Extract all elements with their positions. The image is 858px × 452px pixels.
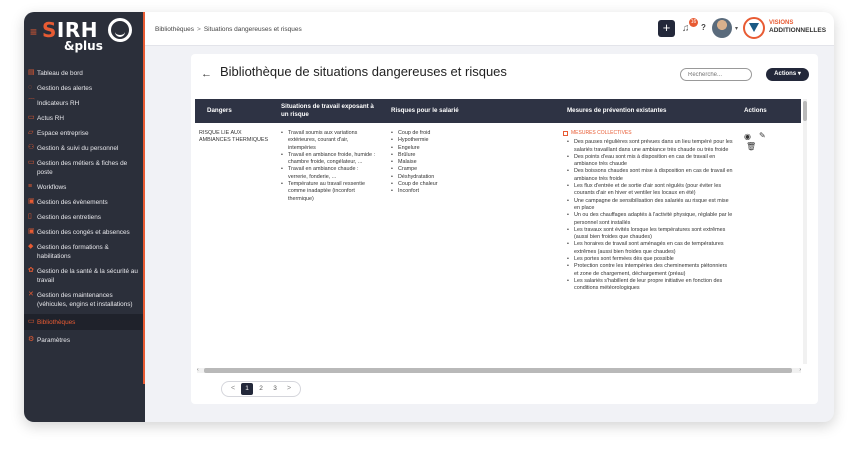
list-item: • Les salariés s'habillent de leur propre initiative en fonction des conditions météorologiques (567, 278, 733, 293)
app-window (24, 12, 834, 422)
interview-icon: ▯ (28, 213, 32, 220)
sidebar-item-label: Actus RH (37, 115, 64, 122)
breadcrumb-separator: > (197, 26, 201, 33)
settings-icon: ⚙ (28, 336, 35, 343)
next-page-button[interactable]: > (286, 385, 292, 392)
top-bar (145, 12, 834, 46)
list-item: • Des boissons chaudes sont mise à disposition en cas de travail en ambiance très froide (567, 168, 733, 183)
list-item: • Crampe (391, 166, 473, 173)
sidebar-item[interactable] (24, 212, 145, 222)
situations-list (281, 130, 377, 203)
list-item: • Les portes sont fermées dès que possible (567, 256, 733, 263)
logo-subtext: &plus (64, 39, 103, 53)
horizontal-scrollbar[interactable] (197, 368, 801, 373)
list-item: • Travail en ambiance froide, humide : chambre froide, congélateur, ... (281, 152, 377, 167)
column-header-measures[interactable]: Mesures de prévention existantes (567, 107, 667, 114)
sidebar-item[interactable] (24, 158, 145, 177)
brand-name-line1: VISIONS (769, 20, 794, 26)
list-item: • Coup de chaleur (391, 181, 473, 188)
sidebar-nav (24, 68, 145, 350)
sidebar-item-label: Gestion des alertes (37, 85, 93, 92)
page-title: Bibliothèque de situations dangereuses et risques (220, 64, 507, 79)
sidebar-item[interactable] (24, 197, 145, 207)
sidebar-item-label: Espace entreprise (37, 130, 89, 137)
list-item: • Engelure (391, 145, 473, 152)
list-item: • Inconfort (391, 188, 473, 195)
alert-icon: ◌ (28, 84, 33, 91)
sidebar-item[interactable] (24, 98, 145, 108)
logo-emblem-icon (108, 18, 132, 42)
actions-button[interactable]: Actions ▾ (766, 68, 809, 81)
scroll-right-icon[interactable]: › (799, 367, 801, 373)
search-input[interactable] (680, 68, 752, 81)
edit-pencil-icon[interactable]: ✎ (759, 131, 766, 140)
sidebar-item[interactable] (24, 143, 145, 153)
cell-situations (281, 130, 377, 203)
briefcase-icon: ▱ (28, 129, 34, 136)
logo[interactable] (24, 12, 145, 62)
dashboard-icon: ▤ (28, 69, 35, 76)
delete-trash-icon[interactable]: 🗑 (746, 142, 757, 151)
column-header-dangers[interactable]: Dangers (207, 107, 232, 114)
list-item: • Hypothermie (391, 137, 473, 144)
list-item: • Brûlure (391, 152, 473, 159)
view-eye-icon[interactable]: ◉ (744, 132, 751, 141)
column-header-risks[interactable]: Risques pour le salarié (391, 107, 459, 114)
add-button[interactable]: + (658, 20, 675, 37)
list-item: • Malaise (391, 159, 473, 166)
sidebar-item-label: Workflows (37, 184, 67, 191)
cell-measures (563, 130, 733, 293)
page-button-2[interactable]: 2 (259, 385, 263, 392)
column-header-situations[interactable]: Situations de travail exposant à un risque (281, 103, 374, 118)
sidebar-item[interactable] (24, 128, 145, 138)
notification-badge: 16 (690, 19, 697, 25)
tools-icon: ✕ (28, 291, 34, 298)
list-item: • Déshydratation (391, 174, 473, 181)
page-button-1[interactable]: 1 (241, 383, 253, 395)
list-item: • Température au travail ressentie comme inadaptée (inconfort thermique) (281, 181, 377, 203)
sidebar-item-label: Gestion des formations & habilitations (37, 244, 109, 260)
list-item: • Coup de froid (391, 130, 473, 137)
table-header (195, 99, 801, 123)
sidebar-item-label: Gestion de la santé & la sécurité au travail (37, 268, 138, 284)
sidebar-item-label: Bibliothèques (37, 319, 76, 326)
prev-page-button[interactable]: < (230, 385, 236, 392)
library-icon: ▭ (28, 318, 35, 325)
avatar[interactable] (712, 18, 732, 38)
sidebar-item-label: Gestion des congés et absences (37, 229, 130, 236)
sidebar-item-label: Gestion & suivi du personnel (37, 145, 119, 152)
sidebar-item[interactable] (24, 290, 145, 309)
list-item: • Un ou des chauffages adaptés à l'activité physique, réglable par le personnel sont installés (567, 212, 733, 227)
measures-heading-label: MESURES COLLECTIVES (571, 130, 632, 136)
calendar-leave-icon: ▣ (28, 228, 35, 235)
scrollbar-thumb[interactable] (803, 101, 807, 121)
sidebar-item-label: Gestion des maintenances (véhicules, engins et installations) (37, 292, 133, 308)
sidebar-item-label: Gestion des évènements (37, 199, 108, 206)
sidebar (24, 12, 145, 422)
checkbox-icon (563, 131, 568, 136)
measures-list (563, 139, 733, 292)
page-button-3[interactable]: 3 (273, 385, 277, 392)
list-item: • Travail soumis aux variations extérieures, courant d'air, intempéries (281, 130, 377, 152)
chevron-down-icon[interactable]: ▾ (735, 26, 739, 32)
calendar-icon: ▣ (28, 198, 35, 205)
breadcrumb-current: Situations dangereuses et risques (203, 26, 302, 33)
main-card (191, 54, 818, 404)
hamburger-menu-icon[interactable]: ≡ (30, 25, 38, 39)
risks-list (391, 130, 473, 196)
sidebar-item-label: Tableau de bord (37, 70, 83, 77)
sidebar-item[interactable] (24, 266, 145, 285)
column-header-actions: Actions (744, 107, 767, 114)
sidebar-item[interactable] (24, 83, 145, 93)
sidebar-item[interactable] (24, 227, 145, 237)
training-icon: ◆ (28, 243, 34, 250)
scrollbar-thumb[interactable] (204, 368, 792, 373)
logo-text: SIRH (42, 18, 98, 42)
list-item: • Une campagne de sensibilisation des salariés au risque est mise en place (567, 198, 733, 213)
help-icon[interactable]: ? (701, 23, 706, 32)
list-item: • Des points d'eau sont mis à disposition en cas de travail en ambiance très chaude (567, 154, 733, 169)
folder-icon: ▭ (28, 159, 35, 166)
breadcrumb-root[interactable]: Bibliothèques (155, 26, 195, 33)
chart-icon: ⌒ (28, 99, 35, 106)
health-icon: ✿ (28, 267, 34, 274)
sidebar-item[interactable] (24, 242, 145, 261)
cell-risks (391, 130, 473, 196)
list-item: • Protection contre les intempéries des cheminements piétonniers et zone de chargement, déchargement (préau) (567, 263, 733, 278)
brand-name-line2: ADDITIONNELLES (769, 27, 827, 34)
sidebar-item[interactable] (24, 113, 145, 123)
sidebar-item[interactable] (24, 182, 145, 192)
sidebar-item-label: Paramètres (37, 337, 71, 344)
list-item: • Des pauses régulières sont prévues dans un lieu tempéré pour les salariés travaillant dans une ambiance très chaude ou très froide (567, 139, 733, 154)
scroll-left-icon[interactable]: ‹ (197, 367, 199, 373)
list-item: • Travail en ambiance chaude : verrerie, fonderie, ... (281, 166, 377, 181)
workflow-icon: ≡ (28, 183, 33, 190)
bell-icon[interactable]: ♫ (682, 23, 690, 34)
list-item: • Les horaires de travail sont aménagés en cas de températures extrêmes (aussi bien froides que chaudes) (567, 241, 733, 256)
breadcrumb (155, 26, 302, 33)
sidebar-item-label: Gestion des métiers & fiches de poste (37, 160, 128, 176)
sidebar-item[interactable] (24, 68, 145, 78)
sidebar-item-label: Gestion des entretiens (37, 214, 101, 221)
sidebar-item[interactable] (24, 335, 145, 345)
sidebar-item-label: Indicateurs RH (37, 100, 80, 107)
measures-heading (563, 130, 733, 137)
pagination (221, 381, 301, 397)
back-arrow-icon[interactable]: ← (201, 68, 212, 80)
cell-danger: RISQUE LIE AUX AMBIANCES THERMIQUES (199, 130, 269, 144)
list-item: • Les travaux sont évités lorsque les températures sont extrêmes (aussi bien froides que chaudes) (567, 227, 733, 242)
sidebar-item[interactable] (24, 314, 145, 330)
vertical-scrollbar[interactable] (803, 99, 807, 364)
brand-logo-icon (743, 17, 765, 39)
sidebar-accent-strip (143, 12, 145, 384)
list-item: • Les flux d'entrée et de sortie d'air sont régulés (pour éviter les courants d'air en hiver et ventiler les locaux en été) (567, 183, 733, 198)
users-icon: ⚇ (28, 144, 35, 151)
news-icon: ▭ (28, 114, 35, 121)
